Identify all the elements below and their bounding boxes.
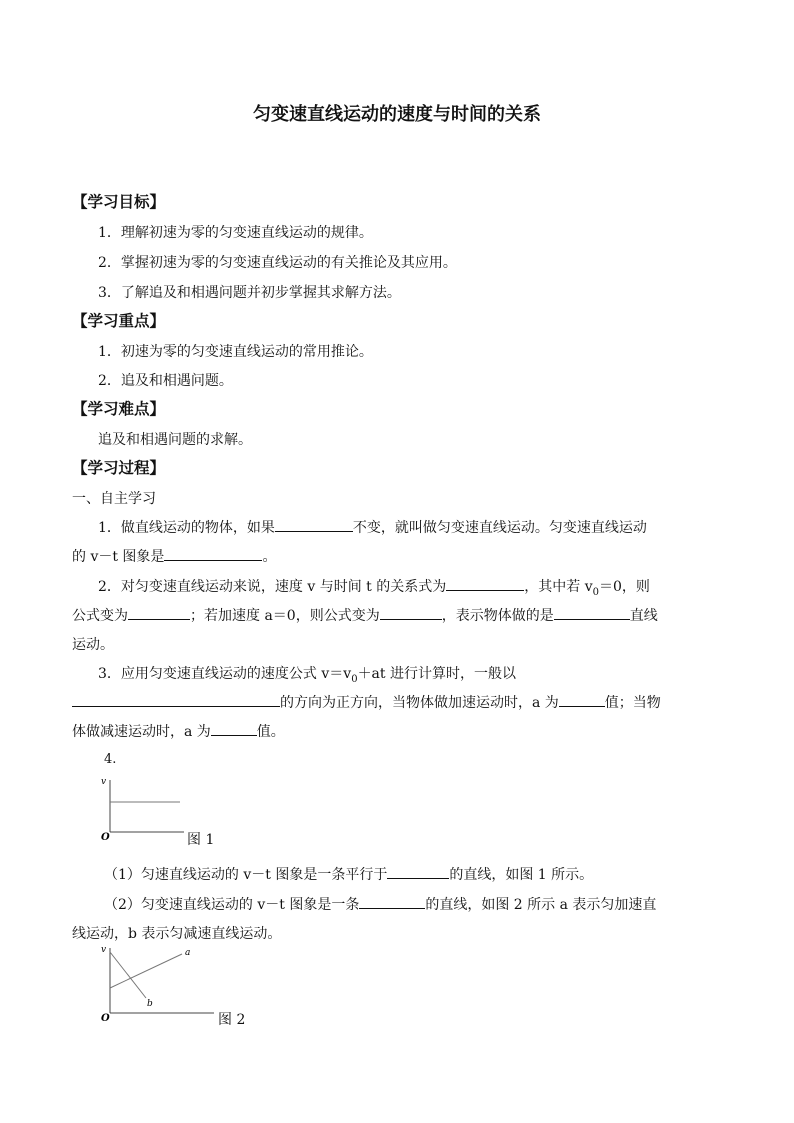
question-4-part-2-line-2: 线运动，b 表示匀减速直线运动。 (72, 926, 282, 942)
question-1-line-2: 的 v－t 图象是 。 (72, 546, 276, 566)
answer-blank[interactable] (554, 605, 630, 620)
answer-blank[interactable] (446, 576, 524, 591)
figure-1-graph (96, 772, 186, 842)
section-goals: 【学习目标】 (72, 192, 166, 211)
part1-heading: 一、自主学习 (72, 491, 156, 507)
v-axis-label: v (101, 945, 107, 955)
key-item: 1．初速为零的匀变速直线运动的常用推论。 (98, 344, 373, 360)
origin-label: O (101, 832, 110, 842)
question-4-part-2-line-1: （2）匀变速直线运动的 v－t 图象是一条 的直线，如图 2 所示 a 表示匀加速直 (104, 894, 656, 914)
goal-item: 2．掌握初速为零的匀变速直线运动的有关推论及其应用。 (98, 255, 457, 271)
v-axis-label: v (101, 777, 107, 787)
answer-blank[interactable] (72, 692, 280, 707)
question-2-line-1: 2．对匀变速直线运动来说，速度 v 与时间 t 的关系式为 ，其中若 $v_0=0$，则 (98, 576, 650, 598)
question-1-line-1: 1．做直线运动的物体，如果 不变，就叫做匀变速直线运动。匀变速直线运动 (98, 517, 647, 537)
figure-2-caption: 图 2 (218, 1012, 246, 1028)
answer-blank[interactable] (559, 692, 605, 707)
answer-blank[interactable] (128, 605, 190, 620)
answer-blank[interactable] (164, 546, 262, 561)
section-process: 【学习过程】 (72, 458, 166, 477)
question-3-line-3: 体做减速运动时，a 为 值。 (72, 721, 285, 741)
section-difficulty: 【学习难点】 (72, 399, 166, 418)
line-b-decelerating (110, 952, 146, 998)
question-3-line-2: 的方向为正方向，当物体做加速运动时，a 为 值；当物 (72, 692, 661, 712)
line-b-label: b (147, 999, 153, 1009)
page-title: 匀变速直线运动的速度与时间的关系 (253, 104, 541, 125)
question-2-line-3: 运动。 (72, 637, 114, 653)
difficulty-text: 追及和相遇问题的求解。 (98, 432, 252, 448)
question-3-line-1: 3．应用匀变速直线运动的速度公式 $v=v_0+at$ 进行计算时，一般以 (98, 666, 516, 685)
answer-blank[interactable] (380, 605, 442, 620)
figure-1-caption: 图 1 (187, 832, 215, 848)
line-a-accelerating (110, 954, 182, 988)
goal-item: 3．了解追及和相遇问题并初步掌握其求解方法。 (98, 285, 401, 301)
question-2-line-2: 公式变为 ；若加速度 a＝0，则公式变为 ，表示物体做的是 直线 (72, 605, 658, 625)
question-4-part-1: （1）匀速直线运动的 v－t 图象是一条平行于 的直线，如图 1 所示。 (104, 864, 593, 884)
answer-blank[interactable] (359, 894, 425, 909)
figure-2-graph (96, 940, 216, 1025)
goal-item: 1．理解初速为零的匀变速直线运动的规律。 (98, 225, 373, 241)
origin-label: O (101, 1013, 110, 1024)
answer-blank[interactable] (211, 721, 257, 736)
line-a-label: a (185, 948, 191, 958)
section-key: 【学习重点】 (72, 311, 166, 330)
answer-blank[interactable] (275, 517, 353, 532)
key-item: 2．追及和相遇问题。 (98, 373, 233, 389)
question-4-number: 4. (104, 752, 117, 767)
answer-blank[interactable] (387, 864, 449, 879)
